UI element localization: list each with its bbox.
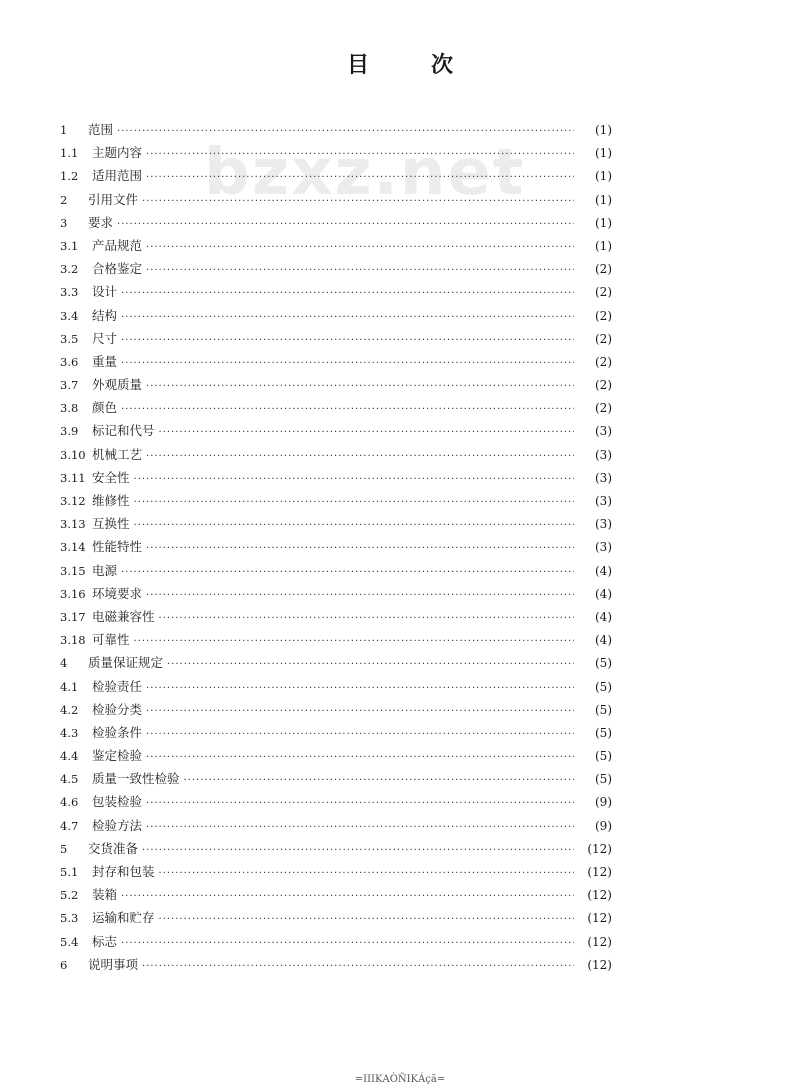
toc-entry-label: 质量一致性检验 <box>92 771 180 787</box>
toc-entry-number: 5.2 <box>60 888 79 903</box>
toc-leader-dots <box>146 590 574 601</box>
toc-entry-page: (12) <box>587 911 612 926</box>
toc-entry-page: (5) <box>595 772 612 787</box>
toc-entry-label: 机械工艺 <box>92 446 143 462</box>
toc-entry <box>60 584 612 607</box>
toc-entry <box>60 653 612 676</box>
toc-leader-dots <box>142 196 574 207</box>
toc-leader-dots <box>146 752 574 763</box>
toc-entry-page: (2) <box>595 378 612 393</box>
toc-entry-number: 4.7 <box>60 818 79 833</box>
toc-entry-number: 3.5 <box>60 331 79 346</box>
toc-entry <box>60 885 612 908</box>
toc-entry-page: (12) <box>587 934 612 949</box>
toc-entry-number: 3.8 <box>60 401 79 416</box>
toc-entry <box>60 792 612 815</box>
toc-entry-label: 电磁兼容性 <box>92 608 155 624</box>
toc-leader-dots <box>146 451 574 462</box>
toc-entry-number: 2 <box>60 192 68 207</box>
toc-entry-page: (1) <box>595 192 612 207</box>
toc-leader-dots <box>146 706 574 717</box>
toc-entry-number: 4.1 <box>60 679 79 694</box>
toc-entry-number: 5.3 <box>60 911 79 926</box>
toc-entry-label: 设计 <box>92 284 118 300</box>
toc-entry-page: (4) <box>595 609 612 624</box>
toc-entry <box>60 700 612 723</box>
toc-entry-label: 环境要求 <box>92 585 143 601</box>
toc-entry-page: (5) <box>595 702 612 717</box>
toc-entry-label: 说明事项 <box>88 956 139 972</box>
toc-leader-dots <box>121 288 574 299</box>
toc-entry-label: 范围 <box>88 122 114 137</box>
toc-entry-number: 1 <box>60 123 68 137</box>
toc-leader-dots <box>146 172 574 183</box>
toc-entry-number: 3.16 <box>60 586 86 601</box>
toc-entry-number: 5.4 <box>60 934 79 949</box>
toc-entry-page: (2) <box>595 331 612 346</box>
toc-entry-number: 4 <box>60 656 68 671</box>
toc-entry-page: (4) <box>595 586 612 601</box>
toc-entry <box>60 561 612 584</box>
toc-entry-page: (2) <box>595 262 612 277</box>
toc-entry-page: (1) <box>595 169 612 184</box>
toc-entry-page: (3) <box>595 470 612 485</box>
toc-leader-dots <box>167 659 574 670</box>
toc-leader-dots <box>121 312 574 323</box>
toc-entry-page: (2) <box>595 308 612 323</box>
toc-entry-label: 性能特性 <box>92 539 143 555</box>
toc-entry-number: 4.6 <box>60 795 79 810</box>
toc-entry-page: (2) <box>595 354 612 369</box>
toc-entry <box>60 746 612 769</box>
toc-entry-page: (3) <box>595 540 612 555</box>
toc-entry-label: 鉴定检验 <box>92 748 143 764</box>
toc-leader-dots <box>146 265 574 276</box>
toc-entry <box>60 398 612 421</box>
toc-entry-label: 封存和包装 <box>92 864 155 879</box>
toc-leader-dots <box>146 242 574 253</box>
toc-entry-label: 要求 <box>88 214 114 230</box>
toc-entry-page: (1) <box>595 123 612 137</box>
toc-entry <box>60 190 612 213</box>
toc-entry-page: (12) <box>587 841 612 856</box>
toc-entry-label: 检验方法 <box>92 817 143 833</box>
toc-entry-label: 安全性 <box>92 469 130 485</box>
toc-entry <box>60 630 612 653</box>
toc-entry-number: 3 <box>60 215 68 230</box>
toc-entry-page: (1) <box>595 238 612 253</box>
toc-entry-label: 颜色 <box>92 400 118 416</box>
toc-entry-number: 4.5 <box>60 772 79 787</box>
toc-entry-number: 5.1 <box>60 865 79 879</box>
toc-entry-page: (3) <box>595 517 612 532</box>
toc-entry-number: 3.7 <box>60 378 79 393</box>
toc-entry <box>60 491 612 514</box>
toc-leader-dots <box>146 149 574 160</box>
toc-leader-dots <box>134 636 574 647</box>
toc-entry-number: 4.2 <box>60 702 79 717</box>
toc-entry-label: 重量 <box>92 353 118 369</box>
toc-leader-dots <box>121 358 574 369</box>
toc-leader-dots <box>117 219 574 230</box>
toc-entry-label: 互换性 <box>92 516 130 532</box>
toc-entry-label: 检验分类 <box>92 701 143 717</box>
toc-entry-label: 合格鉴定 <box>92 261 143 277</box>
toc-entry-number: 3.6 <box>60 354 79 369</box>
toc-entry <box>60 468 612 491</box>
toc-entry-page: (4) <box>595 563 612 578</box>
toc-entry-label: 结构 <box>92 307 118 323</box>
title-char-1: 目 <box>346 53 369 78</box>
toc-entry-label: 产品规范 <box>92 237 143 253</box>
toc-entry-page: (3) <box>595 494 612 508</box>
toc-leader-dots <box>142 961 574 972</box>
toc-entry-label: 维修性 <box>92 493 130 508</box>
toc-leader-dots <box>146 729 574 740</box>
toc-leader-dots <box>146 683 574 694</box>
toc-entry-number: 3.15 <box>60 563 86 578</box>
toc-entry <box>60 352 612 375</box>
toc-entry-label: 引用文件 <box>88 191 139 207</box>
toc-entry <box>60 932 612 955</box>
toc-entry-number: 3.18 <box>60 633 86 648</box>
toc-entry-number: 1.2 <box>60 169 79 184</box>
toc-entry-label: 主题内容 <box>92 145 143 161</box>
toc-entry <box>60 236 612 259</box>
toc-entry-number: 3.3 <box>60 285 79 300</box>
toc-entry-number: 3.11 <box>60 470 86 485</box>
toc-entry <box>60 329 612 352</box>
toc-entry <box>60 607 612 630</box>
toc-entry-number: 3.2 <box>60 262 79 277</box>
toc-entry-page: (2) <box>595 285 612 300</box>
toc-entry <box>60 514 612 537</box>
toc-leader-dots <box>121 938 574 949</box>
toc-leader-dots <box>121 567 574 578</box>
toc-leader-dots <box>134 520 574 531</box>
toc-leader-dots <box>146 798 574 809</box>
toc-entry-page: (2) <box>595 401 612 416</box>
toc-leader-dots <box>117 126 574 137</box>
table-of-contents <box>60 120 612 978</box>
toc-entry-label: 运输和贮存 <box>92 910 155 926</box>
toc-entry <box>60 259 612 282</box>
toc-leader-dots <box>184 775 574 786</box>
toc-entry <box>60 862 612 885</box>
toc-entry <box>60 445 612 468</box>
toc-entry-page: (9) <box>595 795 612 810</box>
toc-entry-label: 检验责任 <box>92 678 143 694</box>
toc-entry-page: (5) <box>595 656 612 671</box>
toc-leader-dots <box>134 474 574 485</box>
toc-entry <box>60 955 612 978</box>
toc-leader-dots <box>159 427 574 438</box>
toc-entry-label: 质量保证规定 <box>88 655 164 671</box>
toc-entry-label: 包装检验 <box>92 794 143 810</box>
toc-leader-dots <box>159 868 574 879</box>
toc-entry-number: 3.12 <box>60 494 86 508</box>
page-footer: =ΙΙΙΚΑÒÑΙΚÁçã= <box>354 1074 446 1085</box>
watermark: bzxz.net <box>204 136 526 210</box>
toc-entry-page: (4) <box>595 633 612 648</box>
page-title <box>0 48 800 79</box>
toc-entry-label: 适用范围 <box>92 168 143 184</box>
toc-entry-number: 3.14 <box>60 540 86 555</box>
toc-entry <box>60 282 612 305</box>
toc-entry-label: 标志 <box>92 933 118 949</box>
toc-entry-page: (1) <box>595 146 612 161</box>
toc-entry-label: 装箱 <box>92 887 118 903</box>
toc-entry <box>60 839 612 862</box>
toc-leader-dots <box>121 891 574 902</box>
toc-entry <box>60 723 612 746</box>
toc-leader-dots <box>146 381 574 392</box>
toc-entry <box>60 421 612 444</box>
toc-entry-number: 3.17 <box>60 609 86 624</box>
toc-entry <box>60 908 612 931</box>
toc-entry-page: (3) <box>595 424 612 439</box>
toc-entry <box>60 166 612 189</box>
toc-entry <box>60 143 612 166</box>
toc-leader-dots <box>134 497 574 508</box>
toc-entry-page: (12) <box>587 957 612 972</box>
toc-entry <box>60 816 612 839</box>
toc-entry-label: 可靠性 <box>92 632 130 648</box>
toc-entry-page: (12) <box>587 888 612 903</box>
toc-entry <box>60 306 612 329</box>
toc-entry-number: 1.1 <box>60 146 79 161</box>
toc-leader-dots <box>121 335 574 346</box>
toc-entry-number: 6 <box>60 957 68 972</box>
toc-leader-dots <box>121 404 574 415</box>
toc-entry-page: (1) <box>595 215 612 230</box>
toc-entry <box>60 120 612 143</box>
toc-entry-label: 外观质量 <box>92 377 143 393</box>
title-char-2: 次 <box>431 53 454 78</box>
toc-entry-page: (5) <box>595 679 612 694</box>
toc-entry-page: (5) <box>595 749 612 764</box>
toc-entry <box>60 375 612 398</box>
toc-entry-label: 标记和代号 <box>92 423 155 439</box>
toc-leader-dots <box>159 914 574 925</box>
toc-entry-number: 3.1 <box>60 238 79 253</box>
toc-entry-number: 3.9 <box>60 424 79 439</box>
toc-entry-label: 电源 <box>92 562 118 578</box>
toc-entry <box>60 537 612 560</box>
toc-entry-label: 尺寸 <box>92 330 118 346</box>
toc-entry <box>60 769 612 792</box>
toc-entry-number: 4.4 <box>60 749 79 764</box>
toc-entry-label: 检验条件 <box>92 724 143 740</box>
toc-entry-page: (5) <box>595 725 612 740</box>
toc-entry-number: 5 <box>60 841 68 856</box>
toc-leader-dots <box>146 822 574 833</box>
toc-entry-page: (3) <box>595 447 612 462</box>
toc-entry-page: (9) <box>595 818 612 833</box>
toc-leader-dots <box>159 613 574 624</box>
toc-leader-dots <box>142 845 574 856</box>
toc-entry <box>60 677 612 700</box>
toc-entry <box>60 213 612 236</box>
toc-entry-number: 4.3 <box>60 725 79 740</box>
toc-entry-number: 3.10 <box>60 447 86 462</box>
toc-leader-dots <box>146 543 574 554</box>
toc-entry-number: 3.13 <box>60 517 86 532</box>
toc-entry-page: (12) <box>587 865 612 879</box>
toc-entry-number: 3.4 <box>60 308 79 323</box>
toc-entry-label: 交货准备 <box>88 840 139 856</box>
